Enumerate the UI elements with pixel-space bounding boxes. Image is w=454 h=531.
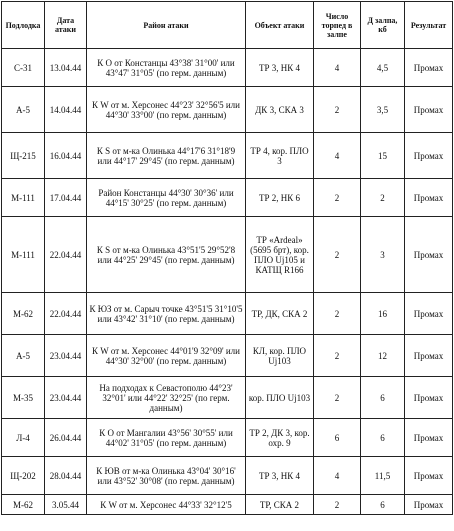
cell-distance: 4,5 (361, 49, 405, 87)
cell-date: 26.04.44 (45, 419, 87, 457)
cell-target: ДК 3, СКА 3 (246, 87, 314, 133)
cell-distance: 2 (361, 179, 405, 217)
cell-area: К О от Мангалии 43°56' 30°55' или 44°02' 31°05' (по герм. данным) (87, 419, 246, 457)
cell-date: 23.04.44 (45, 377, 87, 419)
header-distance: Д залпа, кб (361, 2, 405, 49)
cell-submarine: М-111 (2, 179, 45, 217)
cell-area: К О от Констанцы 43°38' 31°00' или 43°47' 31°05' (по герм. данным) (87, 49, 246, 87)
table-body (2, 49, 453, 515)
cell-torpedoes: 4 (314, 133, 361, 179)
cell-target: ТР 3, НК 4 (246, 457, 314, 495)
cell-submarine: М-111 (2, 217, 45, 293)
cell-result: Промах (405, 179, 453, 217)
header-target: Объект атаки (246, 2, 314, 49)
header-submarine: Подлодка (2, 2, 45, 49)
cell-result: Промах (405, 377, 453, 419)
cell-target: ТР, СКА 2 (246, 495, 314, 515)
cell-distance: 11,5 (361, 457, 405, 495)
cell-date: 22.04.44 (45, 217, 87, 293)
cell-submarine: М-62 (2, 293, 45, 335)
cell-date: 23.04.44 (45, 335, 87, 377)
header-torpedoes: Число торпед в залпе (314, 2, 361, 49)
cell-area: К W от м. Херсонес 44°01'9 32°09' или 44°30' 32°00' (по герм. данным) (87, 335, 246, 377)
table-row (2, 49, 453, 87)
cell-submarine: А-5 (2, 87, 45, 133)
cell-result: Промах (405, 335, 453, 377)
cell-date: 22.04.44 (45, 293, 87, 335)
cell-torpedoes: 2 (314, 179, 361, 217)
cell-result: Промах (405, 49, 453, 87)
cell-distance: 6 (361, 419, 405, 457)
cell-distance: 12 (361, 335, 405, 377)
cell-area: Район Констанцы 44°30' 30°36' или 44°15' 30°25' (по герм. данным) (87, 179, 246, 217)
cell-torpedoes: 4 (314, 49, 361, 87)
table-row (2, 293, 453, 335)
attack-table (1, 1, 453, 515)
cell-target: ТР 2, ДК 3, кор. охр. 9 (246, 419, 314, 457)
cell-target: КЛ, кор. ПЛО Uj103 (246, 335, 314, 377)
cell-date: 14.04.44 (45, 87, 87, 133)
cell-result: Промах (405, 495, 453, 515)
header-result: Результат (405, 2, 453, 49)
table-row (2, 495, 453, 515)
cell-result: Промах (405, 419, 453, 457)
cell-submarine: М-35 (2, 377, 45, 419)
table-row (2, 179, 453, 217)
cell-area: К ЮВ от м-ка Олинька 43°04' 30°16' или 43°52' 30°08' (по герм. данным) (87, 457, 246, 495)
cell-distance: 15 (361, 133, 405, 179)
cell-date: 13.04.44 (45, 49, 87, 87)
cell-area: На подходах к Севастополю 44°23' 32°01' или 44°22' 32°25' (по герм. данным) (87, 377, 246, 419)
table-row (2, 133, 453, 179)
cell-area: К W от м. Херсонес 44°33' 32°12'5 (87, 495, 246, 515)
cell-distance: 3 (361, 217, 405, 293)
cell-area: К W от м. Херсонес 44°23' 32°56'5 или 44°30' 33°00' (по герм. данным) (87, 87, 246, 133)
cell-torpedoes: 2 (314, 217, 361, 293)
table-row (2, 217, 453, 293)
cell-torpedoes: 4 (314, 457, 361, 495)
header-row (2, 2, 453, 49)
table-row (2, 419, 453, 457)
cell-target: ТР «Ardeal» (5695 брт), кор. ПЛО Uj105 и КАТЩ R166 (246, 217, 314, 293)
header-area: Район атаки (87, 2, 246, 49)
cell-area: К S от м-ка Олинька 44°17'6 31°18'9 или 44°17' 29°45' (по герм. данным) (87, 133, 246, 179)
cell-submarine: М-62 (2, 495, 45, 515)
cell-result: Промах (405, 293, 453, 335)
cell-distance: 6 (361, 377, 405, 419)
cell-distance: 16 (361, 293, 405, 335)
table-row (2, 335, 453, 377)
cell-submarine: С-31 (2, 49, 45, 87)
cell-date: 17.04.44 (45, 179, 87, 217)
cell-result: Промах (405, 217, 453, 293)
cell-submarine: Щ-202 (2, 457, 45, 495)
table-row (2, 377, 453, 419)
cell-torpedoes: 2 (314, 293, 361, 335)
cell-result: Промах (405, 87, 453, 133)
cell-torpedoes: 6 (314, 419, 361, 457)
cell-distance: 6 (361, 495, 405, 515)
cell-torpedoes: 2 (314, 495, 361, 515)
cell-area: К ЮЗ от м. Сарыч точке 43°51'5 31°10'5 или 43°42' 31°10' (по герм. данным) (87, 293, 246, 335)
cell-date: 16.04.44 (45, 133, 87, 179)
cell-target: кор. ПЛО Uj103 (246, 377, 314, 419)
cell-target: ТР 4, кор. ПЛО 3 (246, 133, 314, 179)
cell-torpedoes: 2 (314, 87, 361, 133)
cell-target: ТР 2, НК 6 (246, 179, 314, 217)
cell-target: ТР 3, НК 4 (246, 49, 314, 87)
table-row (2, 87, 453, 133)
cell-distance: 3,5 (361, 87, 405, 133)
cell-submarine: Л-4 (2, 419, 45, 457)
cell-target: ТР, ДК, СКА 2 (246, 293, 314, 335)
cell-date: 3.05.44 (45, 495, 87, 515)
cell-date: 28.04.44 (45, 457, 87, 495)
cell-torpedoes: 2 (314, 377, 361, 419)
cell-result: Промах (405, 133, 453, 179)
header-date: Дата атаки (45, 2, 87, 49)
table-row (2, 457, 453, 495)
cell-submarine: Щ-215 (2, 133, 45, 179)
cell-submarine: А-5 (2, 335, 45, 377)
cell-area: К S от м-ка Олинька 43°51'5 29°52'8 или 44°25' 29°45' (по герм. данным) (87, 217, 246, 293)
cell-result: Промах (405, 457, 453, 495)
cell-torpedoes: 2 (314, 335, 361, 377)
